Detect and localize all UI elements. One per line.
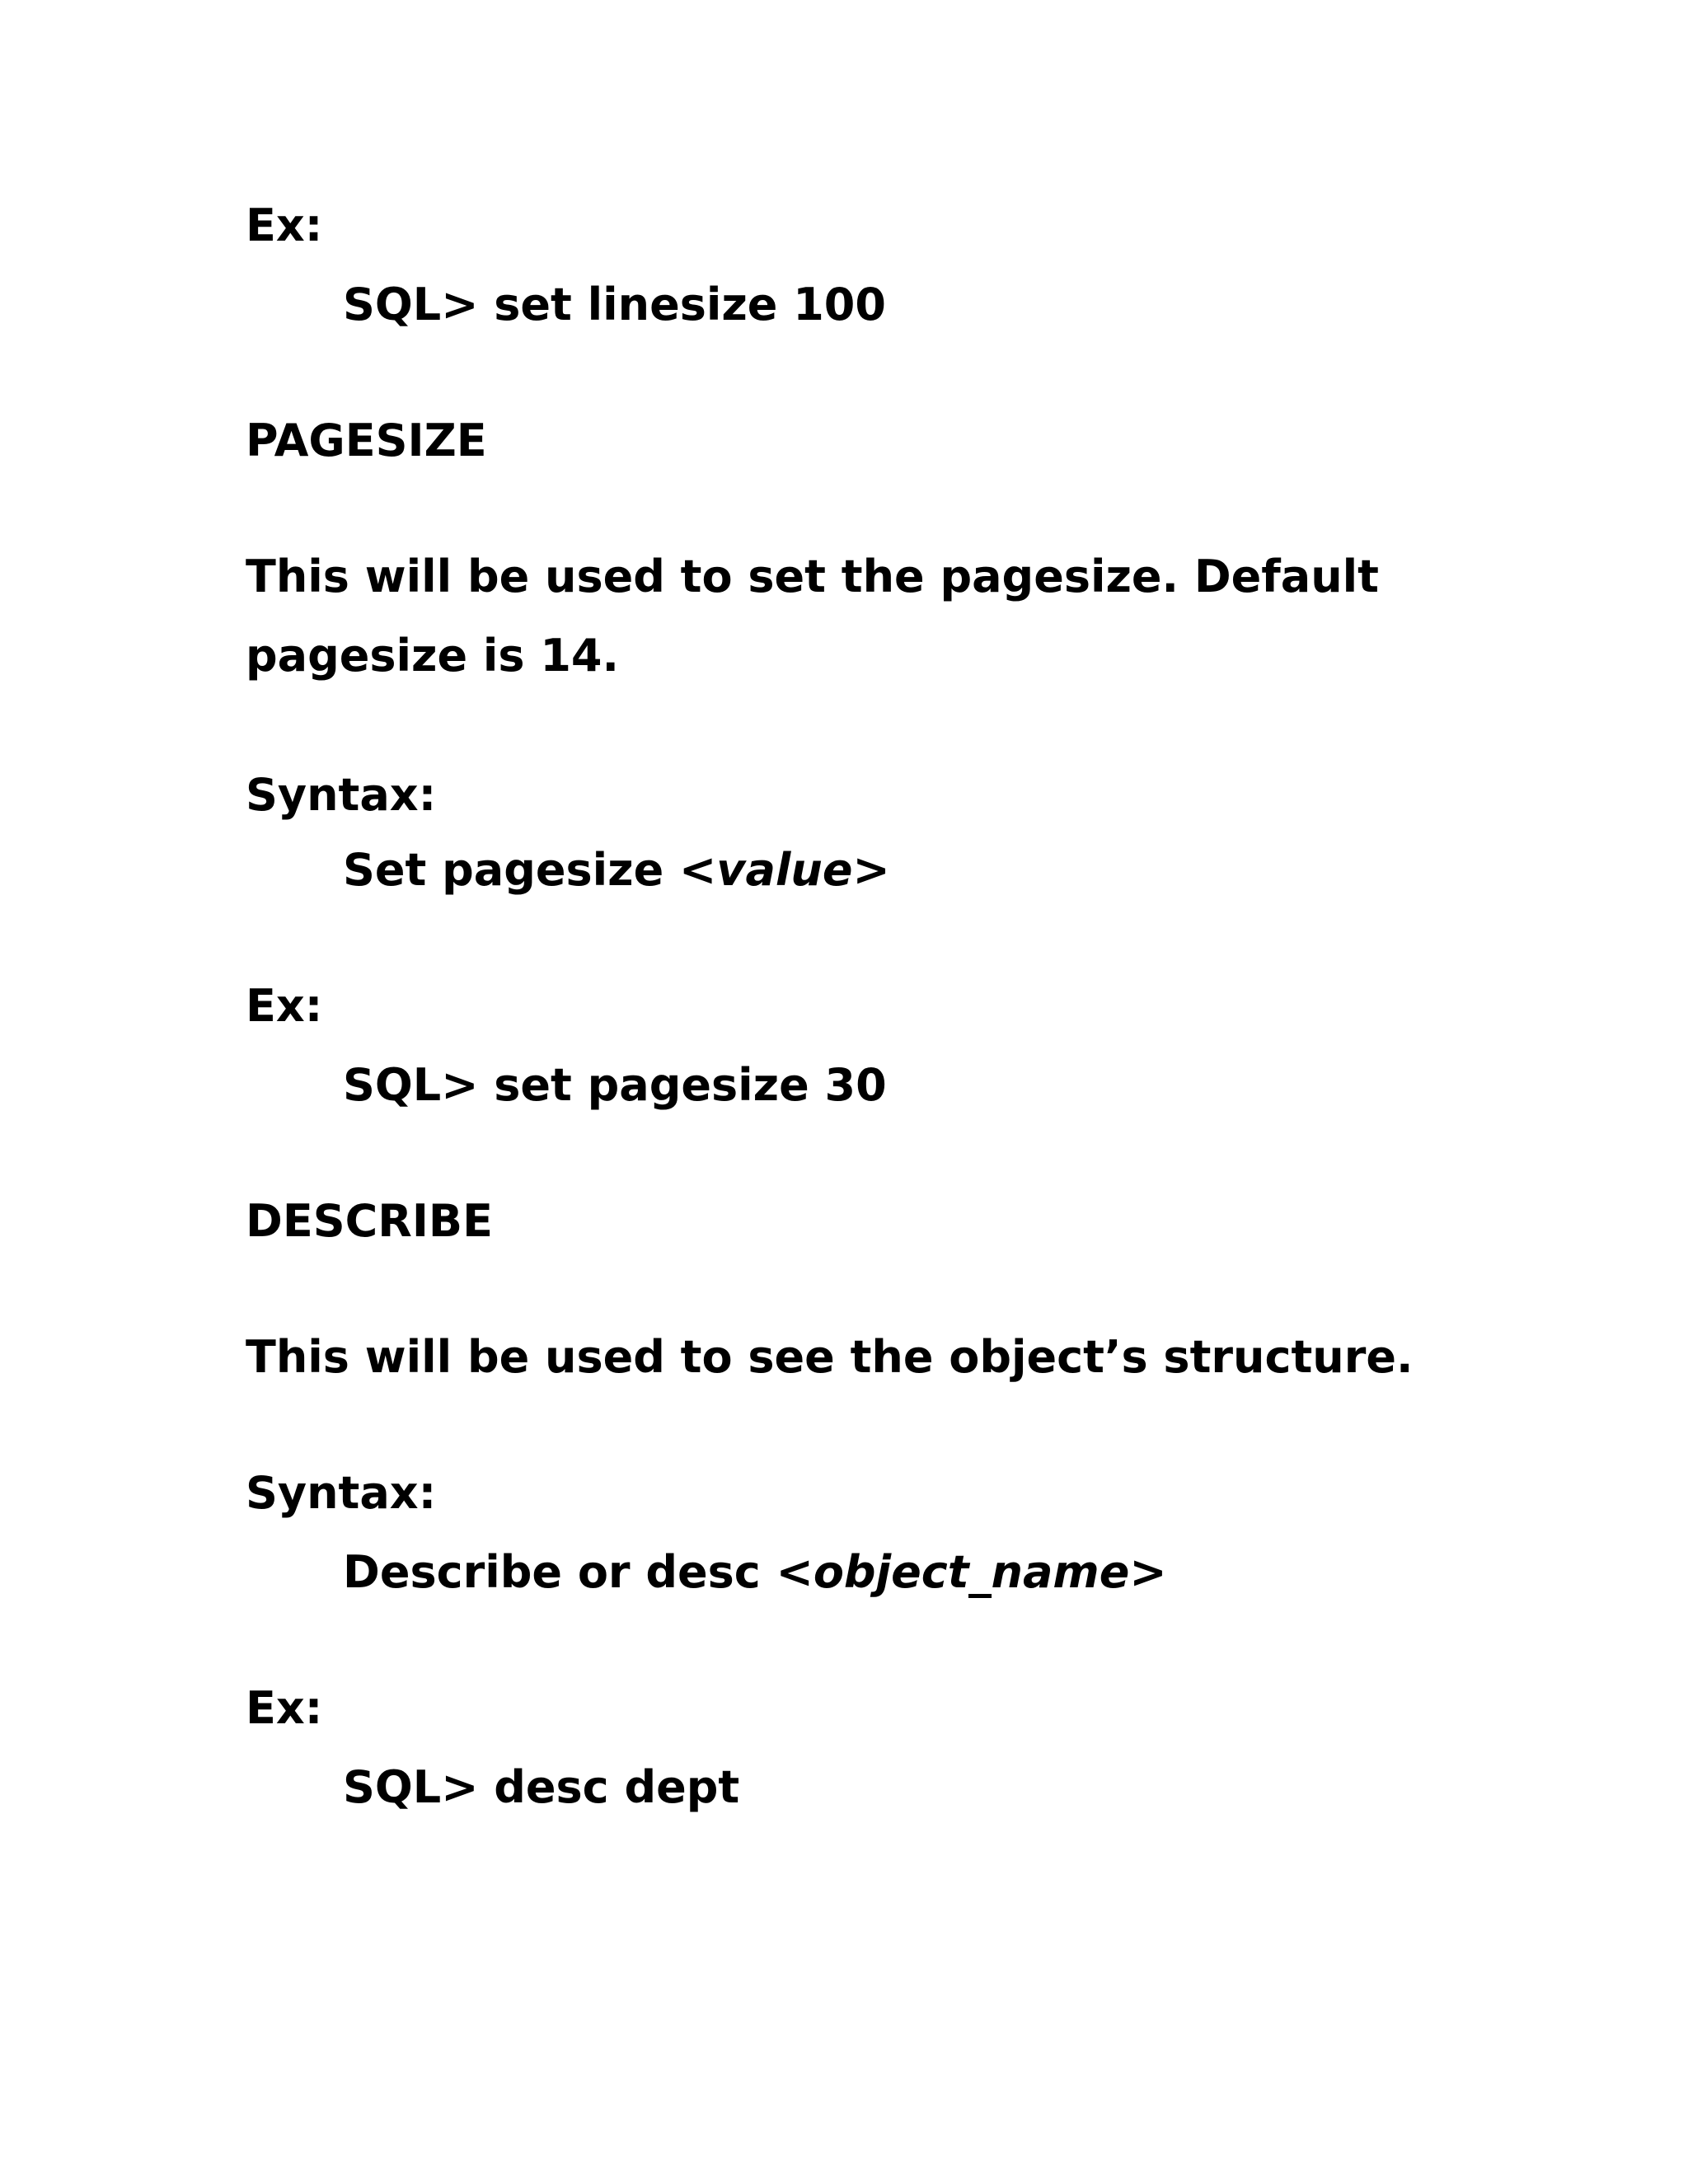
syntax-line-describe xyxy=(343,1546,1167,1598)
syntax-label: Syntax: xyxy=(246,769,437,821)
section-heading-pagesize: PAGESIZE xyxy=(246,415,487,466)
example-label: Ex: xyxy=(246,199,323,251)
syntax-suffix: > xyxy=(852,844,890,896)
syntax-prefix: Describe or desc < xyxy=(343,1546,814,1598)
section-heading-describe: DESCRIBE xyxy=(246,1195,493,1247)
example-code: SQL> set linesize 100 xyxy=(343,279,886,330)
syntax-placeholder: object_name xyxy=(813,1546,1130,1598)
example-code: SQL> set pagesize 30 xyxy=(343,1059,887,1111)
example-label: Ex: xyxy=(246,980,323,1032)
syntax-placeholder: value xyxy=(716,844,853,896)
example-code: SQL> desc dept xyxy=(343,1761,740,1813)
describe-description: This will be used to see the object’s structure. xyxy=(246,1331,1414,1383)
syntax-line-pagesize xyxy=(343,844,890,896)
syntax-prefix: Set pagesize < xyxy=(343,844,717,896)
example-label: Ex: xyxy=(246,1682,323,1734)
pagesize-description: This will be used to set the pagesize. Default pagesize is 14. xyxy=(246,551,1379,682)
syntax-label: Syntax: xyxy=(246,1467,437,1519)
syntax-suffix: > xyxy=(1129,1546,1167,1598)
